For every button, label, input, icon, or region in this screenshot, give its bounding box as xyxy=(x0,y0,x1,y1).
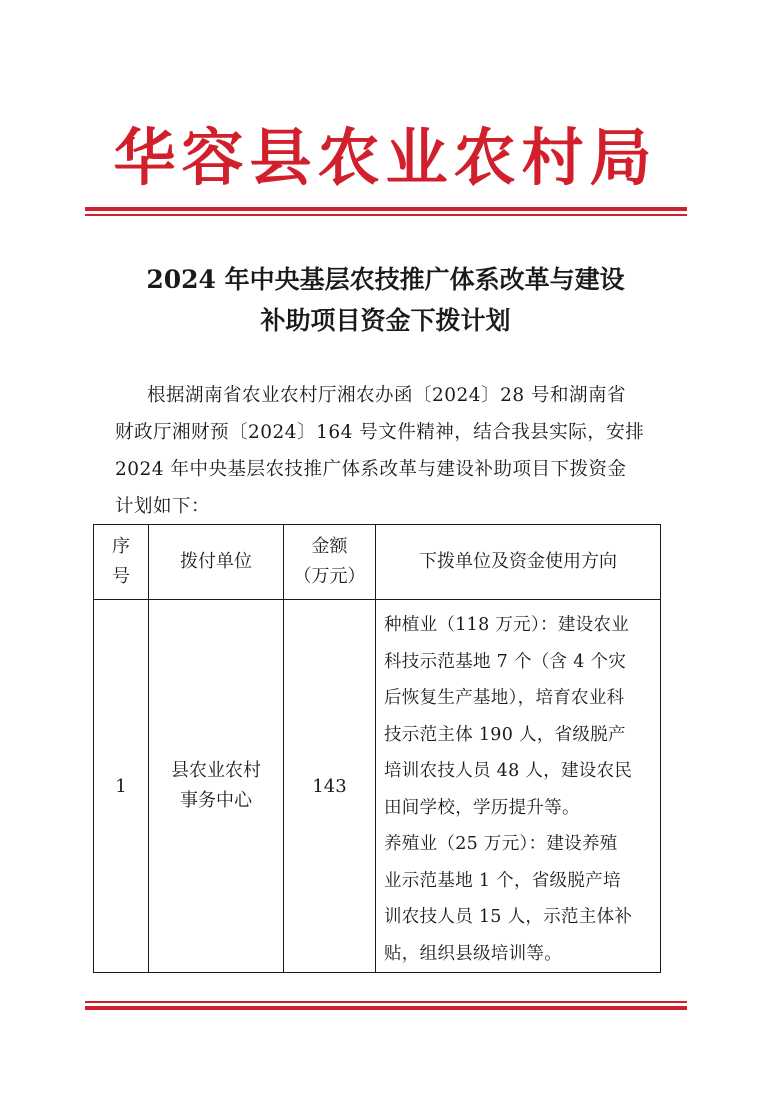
allocation-table xyxy=(93,524,661,973)
cell-unit-line-2: 事务中心 xyxy=(180,790,252,811)
header-seq xyxy=(94,525,149,600)
table-row xyxy=(94,600,661,973)
body-line: 财政厅湘财预〔2024〕164 号文件精神，结合我县实际，安排 xyxy=(115,422,645,443)
letterhead-rule-thin xyxy=(85,214,687,216)
body-line: 2024 年中央基层农技推广体系改革与建设补助项目下拨资金 xyxy=(115,459,627,480)
cell-amount: 143 xyxy=(284,600,376,973)
footer-rule-thick xyxy=(85,1006,687,1010)
body-line: 计划如下： xyxy=(115,496,211,517)
header-unit: 拨付单位 xyxy=(149,525,284,600)
body-line: 根据湖南省农业农村厅湘农办函〔2024〕28 号和湖南省 xyxy=(147,385,627,406)
header-amount xyxy=(284,525,376,600)
cell-usage xyxy=(376,600,661,973)
header-usage: 下拨单位及资金使用方向 xyxy=(376,525,661,600)
usage-line: 种植业（118 万元）：建设农业 xyxy=(384,615,630,635)
letterhead-rule-thick xyxy=(85,207,687,211)
body-paragraph xyxy=(115,377,685,525)
table-header-row xyxy=(94,525,661,600)
usage-line: 培训农技人员 48 人，建设农民 xyxy=(384,761,633,781)
usage-line: 养殖业（25 万元）：建设养殖 xyxy=(384,834,618,854)
usage-line: 科技示范基地 7 个（含 4 个灾 xyxy=(384,651,627,672)
footer-rule-thin xyxy=(85,1001,687,1003)
header-amount-line-1: 金额 xyxy=(311,536,348,557)
usage-line: 贴，组织县级培训等。 xyxy=(384,943,562,964)
usage-line: 技示范主体 190 人，省级脱产 xyxy=(384,724,626,745)
document-title-line-2: 补助项目资金下拨计划 xyxy=(260,306,511,335)
cell-unit-line-1: 县农业农村 xyxy=(171,760,261,781)
letterhead-title: 华容县农业农村局 xyxy=(113,121,658,194)
usage-line: 田间学校，学历提升等。 xyxy=(384,797,580,818)
header-seq-line-2: 号 xyxy=(112,566,130,587)
header-seq-line-1: 序 xyxy=(112,536,130,557)
usage-line: 业示范基地 1 个，省级脱产培 xyxy=(384,870,621,891)
cell-unit xyxy=(149,600,284,973)
header-amount-line-2: （万元） xyxy=(293,566,366,587)
usage-line: 训农技人员 15 人，示范主体补 xyxy=(384,907,633,927)
cell-seq: 1 xyxy=(94,600,149,973)
usage-line: 后恢复生产基地），培育农业科 xyxy=(384,688,625,708)
document-title-line-1: 2024 年中央基层农技推广体系改革与建设 xyxy=(146,265,625,294)
